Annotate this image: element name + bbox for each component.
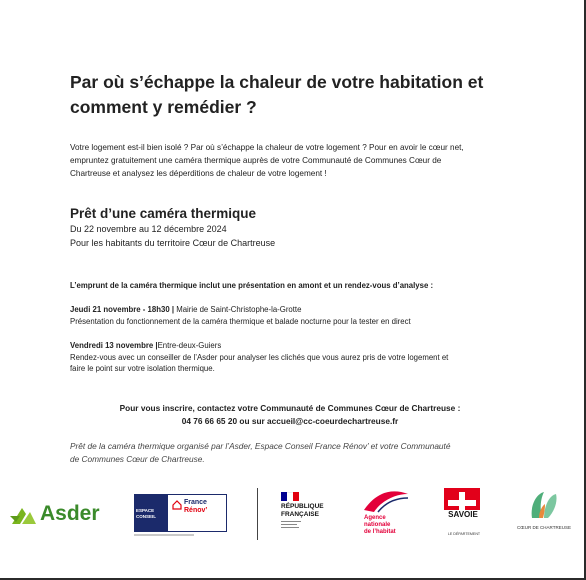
chartreuse-label: CŒUR DE CHARTREUSE: [517, 525, 571, 530]
contact-block: [70, 402, 510, 428]
title-line-2: comment y remédier ?: [70, 97, 257, 117]
contact-line-1: Pour vous inscrire, contactez votre Communauté de Communes Cœur de Chartreuse :: [119, 403, 461, 413]
anah-line-3: de l’habitat: [364, 528, 396, 535]
anah-logo: [356, 488, 418, 540]
event-2-where: Entre-deux-Guiers: [157, 341, 222, 350]
credit-text: [70, 440, 510, 466]
ecfr-espace: ESPACE: [136, 508, 155, 513]
includes-lead: L’emprunt de la caméra thermique inclut une présentation en amont et un rendez-vous d’analyse :: [70, 281, 434, 290]
france-renov-logo: [134, 494, 229, 539]
credit-line-1: Prêt de la caméra thermique organisé par l’Asder, Espace Conseil France Rénov’ et votre Communauté: [70, 441, 451, 451]
intro-line-1: Votre logement est-il bien isolé ? Par où s’échappe la chaleur de votre logement ? Pour en avoir le cœur net,: [70, 143, 464, 152]
asder-leaf-icon: [10, 504, 38, 528]
anah-line-1: Agence: [364, 515, 386, 521]
republique-francaise-logo: [281, 492, 341, 540]
ecfr-france: France: [184, 499, 207, 506]
savoie-logo: [436, 488, 496, 540]
loan-heading: Prêt d’une caméra thermique: [70, 206, 257, 221]
loan-audience: Pour les habitants du territoire Cœur de Chartreuse: [70, 238, 276, 248]
contact-line-2: 04 76 66 65 20 ou sur accueil@cc-coeurdechartreuse.fr: [181, 416, 399, 426]
rf-line-2: FRANÇAISE: [281, 510, 319, 518]
intro-line-3: Chartreuse et analysez les déperditions de chaleur de votre logement !: [70, 169, 327, 179]
anah-swoosh-icon: [362, 488, 412, 514]
rf-line-1: RÉPUBLIQUE: [281, 503, 324, 510]
event-2: [70, 340, 510, 375]
event-2-desc-2: faire le point sur votre isolation thermique.: [70, 364, 215, 373]
event-2-when: Vendredi 13 novembre |: [70, 341, 158, 350]
intro-paragraph: [70, 141, 520, 181]
asder-wordmark: Asder: [40, 502, 100, 525]
page-title: [70, 70, 530, 120]
event-1-when: Jeudi 21 novembre - 18h30 |: [70, 305, 175, 314]
anah-line-2: nationale: [364, 521, 391, 528]
partner-logos: [0, 480, 584, 550]
chartreuse-mountain-icon: [526, 488, 562, 522]
asder-logo: [10, 502, 105, 530]
house-icon: [172, 500, 182, 510]
ecfr-renov: Rénov’: [184, 507, 208, 514]
title-line-1: Par où s’échappe la chaleur de votre habitation et: [70, 72, 484, 92]
ecfr-conseil: CONSEIL: [136, 514, 157, 519]
event-1: [70, 304, 510, 327]
event-2-desc-1: Rendez-vous avec un conseiller de l’Asder pour analyser les clichés que vous aurez pris de votre logement et: [70, 352, 449, 362]
event-1-where: Mairie de Saint-Christophe-la-Grotte: [174, 305, 302, 314]
intro-line-2: empruntez gratuitement une caméra thermique auprès de votre Communauté de Communes Cœur de: [70, 156, 442, 166]
event-1-desc: Présentation du fonctionnement de la caméra thermique et balade nocturne pour la tester en direct: [70, 316, 411, 326]
loan-dates: Du 22 novembre au 12 décembre 2024: [70, 224, 227, 234]
savoie-sub: LE DÉPARTEMENT: [447, 532, 481, 536]
savoie-label: SAVOIE: [442, 510, 484, 520]
credit-line-2: de Communes Cœur de Chartreuse.: [70, 454, 205, 464]
logo-divider: [257, 488, 258, 540]
coeur-de-chartreuse-logo: [516, 488, 572, 540]
